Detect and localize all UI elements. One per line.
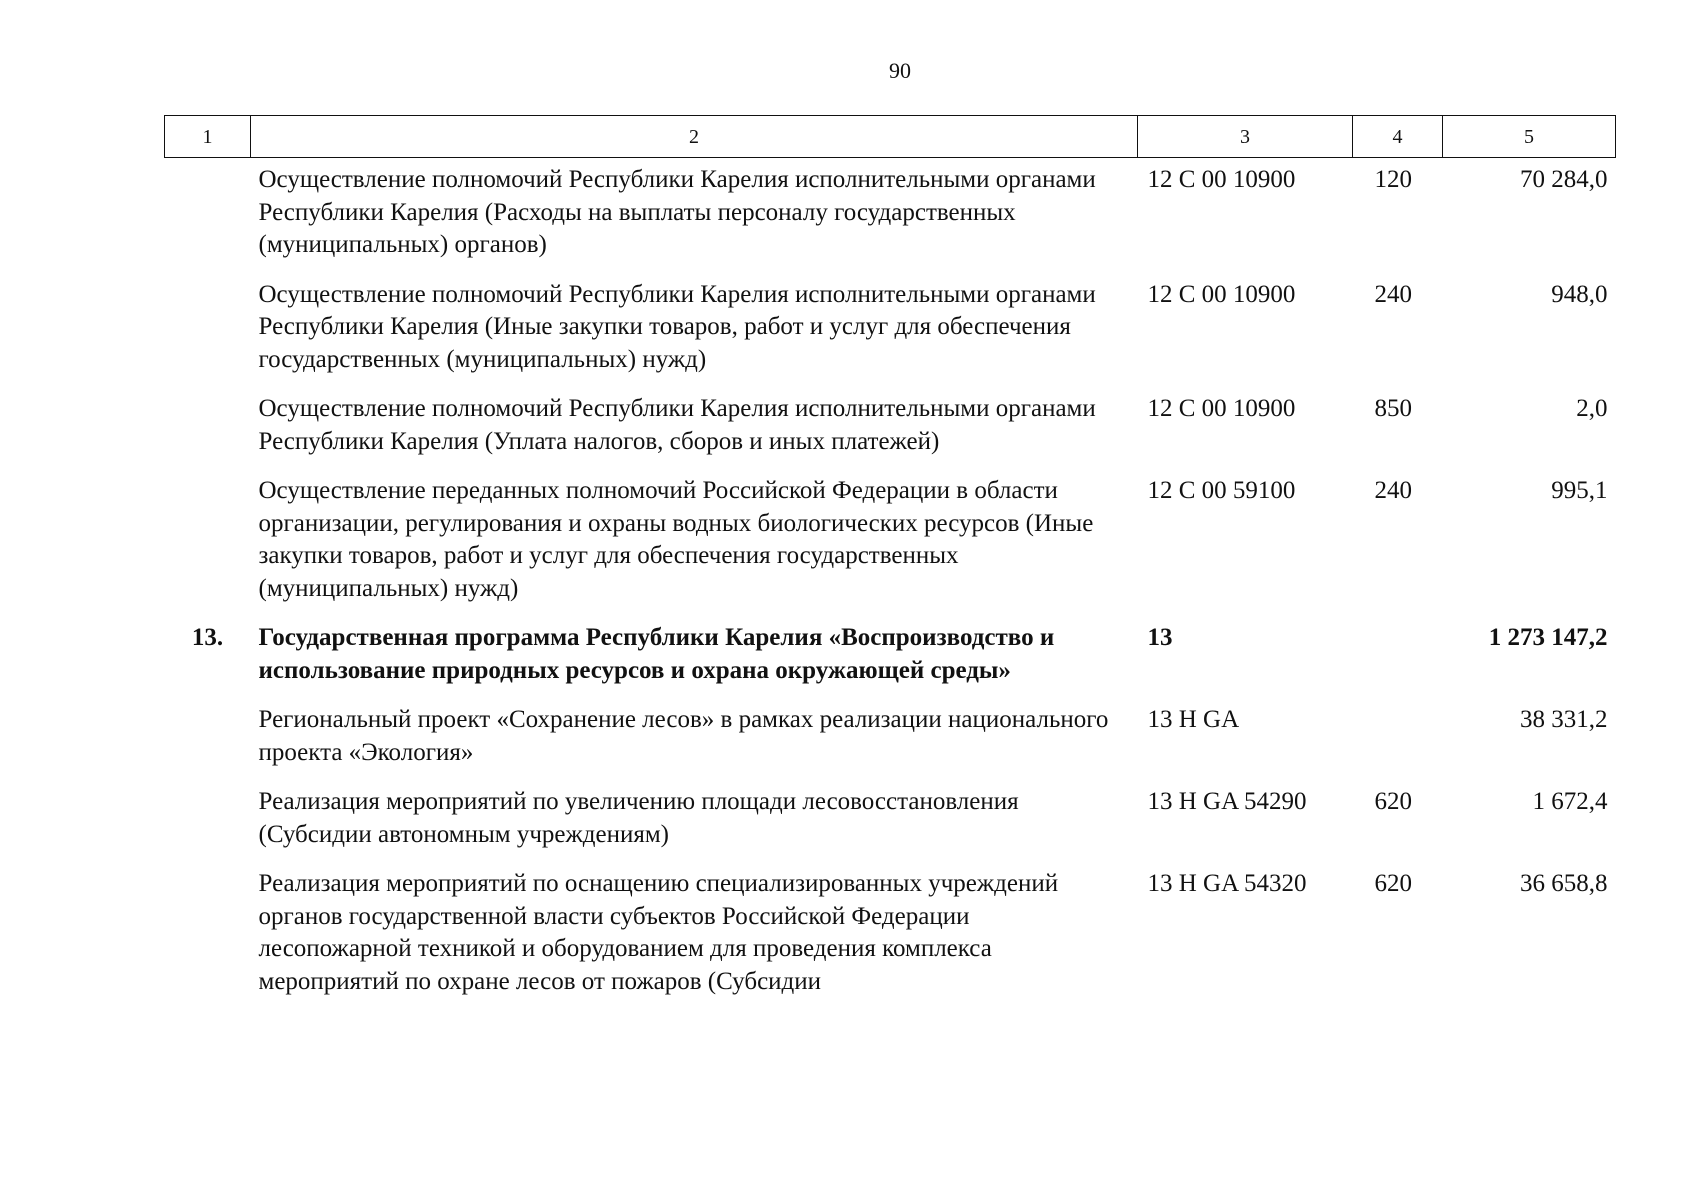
- row-number: 13.: [191, 624, 224, 651]
- row-amount: 36 658,8: [1520, 870, 1608, 897]
- header-col-amount: 5: [1443, 116, 1616, 158]
- row-amount: 2,0: [1576, 395, 1608, 422]
- row-name: Осуществление полномочий Республики Карелия исполнительными органами Республики Карелия (Расходы на выплаты персоналу государственных (муниципальных) органов): [258, 166, 1096, 258]
- row-type: 120: [1374, 166, 1412, 193]
- row-type: [1353, 704, 1443, 786]
- table-row-program: [165, 622, 1616, 704]
- row-type: 240: [1374, 477, 1412, 504]
- row-type: 620: [1374, 788, 1412, 815]
- row-code: 13 Н GA 54290: [1147, 788, 1307, 815]
- row-name: Реализация мероприятий по увеличению площади лесовосстановления (Субсидии автономным учреждениям): [258, 788, 1019, 848]
- row-name: Региональный проект «Сохранение лесов» в рамках реализации национального проекта «Экология»: [258, 706, 1109, 766]
- row-amount: 1 672,4: [1532, 788, 1608, 815]
- row-amount: 948,0: [1551, 280, 1608, 308]
- header-row: [165, 116, 1616, 158]
- table-row: [165, 786, 1616, 868]
- row-number: [165, 279, 251, 394]
- budget-table: [164, 115, 1616, 1015]
- row-code: 12 С 00 10900: [1147, 395, 1296, 422]
- header-col-name: 2: [251, 116, 1138, 158]
- table-row: [165, 704, 1616, 786]
- row-amount: 1 273 147,2: [1488, 624, 1608, 651]
- row-amount: 70 284,0: [1520, 166, 1608, 193]
- row-name: Осуществление полномочий Республики Карелия исполнительными органами Республики Карелия (Уплата налогов, сборов и иных платежей): [258, 395, 1096, 455]
- row-type: 620: [1374, 870, 1412, 897]
- row-name: Осуществление полномочий Республики Карелия исполнительными органами Республики Карелия (Иные закупки товаров, работ и услуг для обеспечения государственных (муниципальных) нужд): [258, 280, 1096, 373]
- row-number: [165, 868, 251, 1015]
- table-row: [165, 868, 1616, 1015]
- row-name: Государственная программа Республики Карелия «Воспроизводство и использование природных ресурсов и охрана окружающей среды»: [258, 624, 1055, 684]
- row-code: 13: [1147, 624, 1173, 651]
- table-body: [165, 158, 1616, 1016]
- row-name: Реализация мероприятий по оснащению специализированных учреждений органов государственной власти субъектов Российской Федерации лесопожарной техникой и оборудованием для проведения комплекса мероприятий по охране лесов от пожаров (Субсидии: [258, 870, 1059, 995]
- row-number: [165, 158, 251, 279]
- table-row: [165, 475, 1616, 622]
- table-row: [165, 158, 1616, 279]
- row-amount: 995,1: [1551, 477, 1608, 504]
- row-amount: 38 331,2: [1520, 706, 1608, 733]
- row-number: [165, 475, 251, 622]
- row-code: 12 С 00 59100: [1147, 477, 1296, 504]
- row-name: Осуществление переданных полномочий Российской Федерации в области организации, регулирования и охраны водных биологических ресурсов (Иные закупки товаров, работ и услуг для обеспечения государственных (муниципальных) нужд): [258, 477, 1094, 602]
- header-col-type: 4: [1353, 116, 1443, 158]
- header-col-number: 1: [165, 116, 251, 158]
- row-type: 850: [1374, 395, 1412, 422]
- page-number: 90: [889, 58, 911, 83]
- row-code: 12 С 00 10900: [1147, 166, 1296, 193]
- row-number: [165, 393, 251, 475]
- row-number: [165, 786, 251, 868]
- table-row: [165, 393, 1616, 475]
- row-code: 13 Н GA: [1147, 706, 1240, 733]
- row-number: [165, 704, 251, 786]
- table-row: [165, 279, 1616, 394]
- row-type: 240: [1374, 280, 1412, 308]
- row-type: [1353, 622, 1443, 704]
- row-code: 13 Н GA 54320: [1147, 870, 1307, 897]
- row-code: 12 С 00 10900: [1147, 280, 1296, 308]
- header-col-code: 3: [1138, 116, 1353, 158]
- table-header: [165, 116, 1616, 158]
